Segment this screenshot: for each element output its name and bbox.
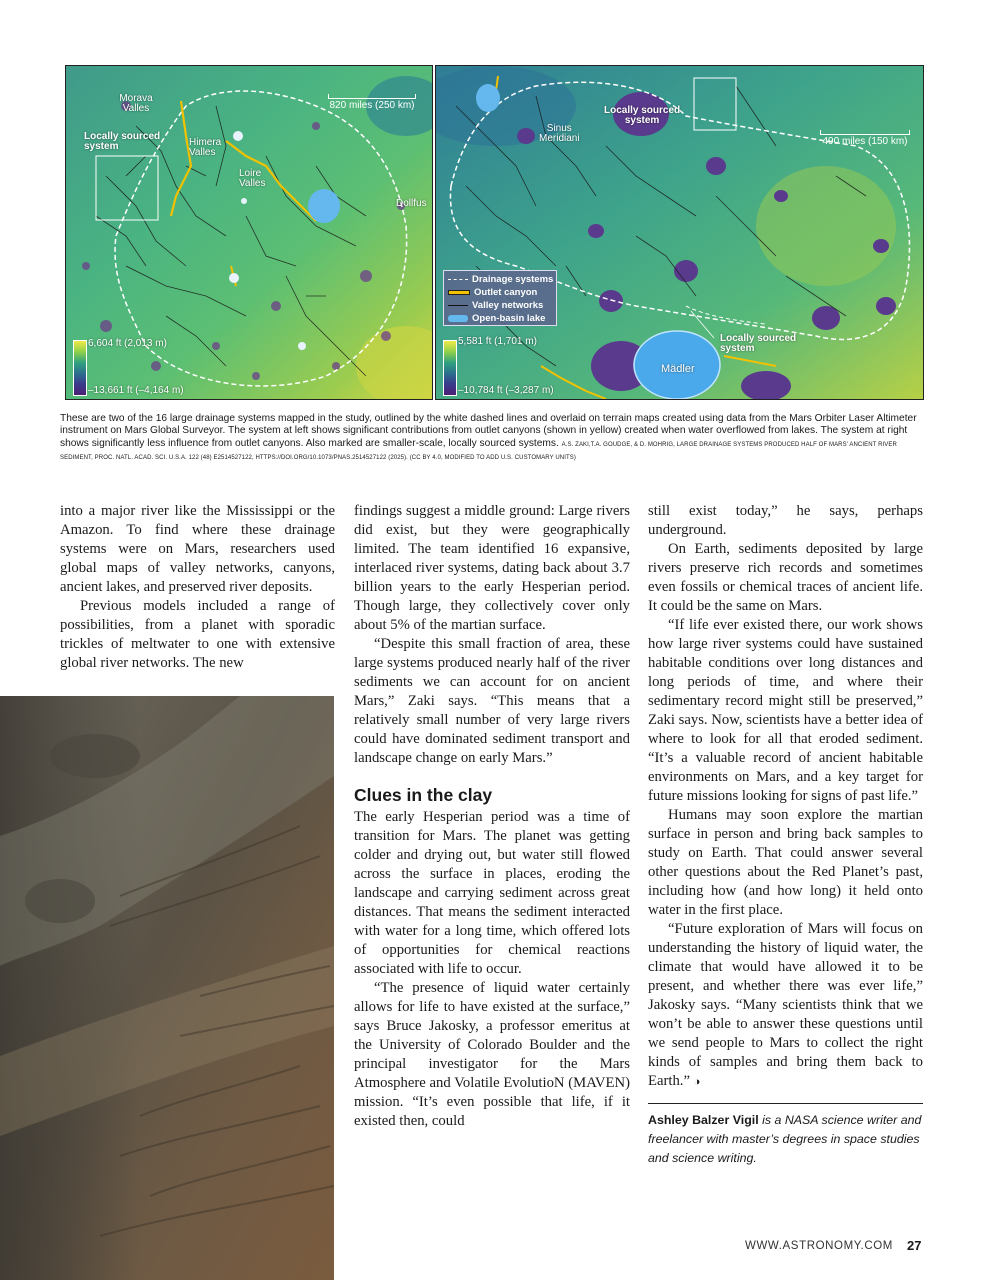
footer-url: WWW.ASTRONOMY.COM bbox=[745, 1240, 893, 1252]
end-mark-icon: ◑ bbox=[693, 1076, 701, 1088]
bio-divider bbox=[648, 1103, 923, 1104]
terrain-map-right bbox=[435, 65, 924, 400]
article-column-1 bbox=[60, 502, 335, 673]
scale-bar-right: 490 miles (150 km) bbox=[820, 134, 910, 147]
label-loire-valles: Loire Valles bbox=[239, 168, 266, 189]
label-locally-sourced-top: Locally sourced system bbox=[604, 105, 681, 126]
caption-credit: A.S. ZAKI,T.A. GOUDGE, & D. MOHRIG, LARGE DRAINAGE SYSTEMS PRODUCED HALF OF MARS' ANCIENT RIVER SEDIMENT, PROC. NATL. ACAD. SCI. U.S.A. 122 (48) E2514527122, HTTPS://DOI.ORG/10.1073/PNAS.2514527122 (2025). (CC BY 4.0, MODIFIED TO ADD U.S. CUSTOMARY UNITS) bbox=[60, 441, 897, 461]
paragraph: still exist today,” he says, perhaps underground. bbox=[648, 503, 923, 538]
author-bio bbox=[648, 1111, 923, 1167]
elev-max-right: 5,581 ft (1,701 m) bbox=[458, 336, 537, 347]
section-subhead: Clues in the clay bbox=[354, 785, 493, 805]
elev-min-right: –10,784 ft (–3,287 m) bbox=[458, 385, 554, 396]
paragraph: The early Hesperian period was a time of transition for Mars. The planet was getting colder and drying out, but water still flowed across the surface in places, eroding the landscape and carrying sediment across great distances. That means the sediment interacted with water for a long time, which offered lots of opportunities for chemical reactions associated with life to occur. bbox=[354, 809, 630, 977]
paragraph: findings suggest a middle ground: Large rivers did exist, but they were geographically limited. The team identified 16 expansive, interlaced river systems, dating back about 3.7 billion years to the early Hesperian period. Though large, they collectively cover only about 5% of the martian surface. bbox=[354, 503, 630, 633]
paragraph: Humans may soon explore the martian surface in person and bring back samples to study on Earth. That could answer several other questions about the Red Planet’s past, including how (and how long) it held onto water in the first place. bbox=[648, 807, 923, 918]
elev-max-left: 6,604 ft (2,013 m) bbox=[88, 338, 167, 349]
label-dollfus: Dollfus bbox=[396, 198, 427, 209]
article-column-2 bbox=[354, 502, 630, 1131]
caption-text: These are two of the 16 large drainage systems mapped in the study, outlined by the white dashed lines and overlaid on terrain maps created using data from the Mars Orbiter Laser Altimeter instrument on Mars Global Surveyor. The system at left shows significant contributions from outlet canyons (shown in yellow) created when water overflowed from lakes. The system at right shows significantly less influence from outlet canyons. Also marked are smaller-scale, locally sourced systems. bbox=[60, 413, 917, 449]
label-morava-valles: Morava Valles bbox=[119, 93, 153, 114]
squiggle-line-icon bbox=[448, 305, 468, 306]
yellow-line-icon bbox=[448, 290, 470, 295]
paragraph: Previous models included a range of possibilities, from a planet with sporadic trickles of meltwater to one with extensive global river networks. The new bbox=[60, 598, 335, 671]
legend-valley-label: Valley networks bbox=[472, 300, 544, 311]
scale-bar-left: 820 miles (250 km) bbox=[329, 100, 415, 111]
mars-surface-photo bbox=[0, 696, 334, 1280]
legend-lake-label: Open-basin lake bbox=[472, 313, 546, 324]
mars-surface-photo-graphic bbox=[0, 696, 334, 1280]
article-column-3 bbox=[648, 502, 923, 1167]
label-sinus-meridiani: Sinus Meridiani bbox=[539, 123, 580, 144]
paragraph bbox=[648, 920, 923, 1092]
terrain-map-left-graphic bbox=[66, 66, 432, 399]
paragraph: “If life ever existed there, our work shows how large river systems could have sustained habitable conditions over long distances and long periods of time, and where their sedimentary record might still be preserved,” Zaki says. Now, scientists have a better idea of where to look for all that eroded sediment. “It’s a valuable record of ancient habitable environments on Mars, and a key target for future missions looking for signs of past life.” bbox=[648, 617, 923, 804]
label-locally-sourced-bottom: Locally sourced system bbox=[720, 333, 797, 354]
label-madler: Mädler bbox=[661, 363, 695, 375]
legend-canyon bbox=[448, 286, 552, 299]
legend-valley bbox=[448, 299, 552, 312]
label-himera-valles: Himera Valles bbox=[189, 137, 222, 158]
elevation-colorbar-left bbox=[73, 340, 87, 396]
paragraph: into a major river like the Mississippi or the Amazon. To find where these drainage systems were on Mars, researchers used global maps of valley networks, canyons, ancient lakes, and preserved river deposits. bbox=[60, 503, 335, 595]
elev-min-left: –13,661 ft (–4,164 m) bbox=[88, 385, 184, 396]
figure-caption bbox=[60, 413, 926, 464]
paragraph: “Despite this small fraction of area, these large systems produced nearly half of the river sediments we can account for on ancient Mars,” Zaki says. “This means that a relatively small number of very large rivers could have dominated sediment transport and landscape change on early Mars.” bbox=[354, 636, 630, 766]
legend-canyon-label: Outlet canyon bbox=[474, 287, 538, 298]
paragraph: “The presence of liquid water certainly allows for life to have existed at the surface,” says Bruce Jakosky, a professor emeritus at the University of Colorado Boulder and the principal investigator for the Mars Atmosphere and Volatile EvolutioN (MAVEN) mission. “It’s even possible that life, if it existed then, could bbox=[354, 980, 630, 1129]
legend-drainage-label: Drainage systems bbox=[472, 274, 554, 285]
dashed-line-icon bbox=[448, 279, 468, 280]
author-name: Ashley Balzer Vigil bbox=[648, 1113, 759, 1127]
paragraph-text: “Future exploration of Mars will focus on understanding the history of liquid water, the climate that would have allowed it to be present, and whether there was ever life,” Jakosky says. “Many scientists think that we won’t be able to answer these questions until we send people to Mars to collect the right kinds of samples and bring them back to Earth.” bbox=[648, 921, 923, 1089]
label-locally-sourced-left: Locally sourced system bbox=[84, 131, 161, 152]
paragraph: On Earth, sediments deposited by large rivers preserve rich records and sometimes even fossils or chemical traces of ancient life. It could be the same on Mars. bbox=[648, 541, 923, 614]
elevation-colorbar-right bbox=[443, 340, 457, 396]
legend-lake bbox=[448, 312, 552, 325]
page-number: 27 bbox=[907, 1238, 922, 1253]
terrain-map-left bbox=[65, 65, 433, 400]
blue-lake-icon bbox=[448, 315, 468, 322]
author-bio-text: is a NASA science writer and freelancer with master’s degrees in space studies and science writing. bbox=[648, 1113, 922, 1165]
map-legend bbox=[443, 270, 557, 326]
legend-drainage bbox=[448, 273, 552, 286]
